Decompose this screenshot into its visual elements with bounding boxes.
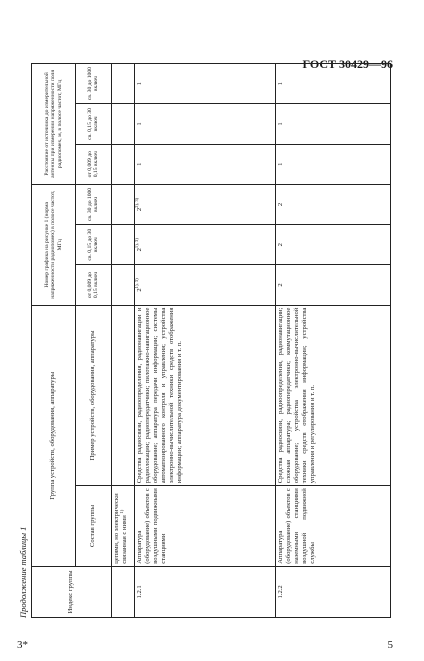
header-distance: Расстояние от источника до измерительной антенны при измерении напряженности поля радиопомех, м, в полосе частот, МГц bbox=[32, 64, 76, 185]
row-composition: Аппаратура (оборудование) объектов с воздушными подвижными станциями bbox=[134, 486, 275, 567]
header-example: Пример устройств, оборудования, аппаратуры bbox=[75, 305, 111, 486]
row-example: Средства радиосвязи, радиоопределения, радионавигации и радиолокации; радиопередатчики; пилотажно-навигационное оборудование; аппаратура передачи информации; системы автоматизированного контроля и управления; устройства электронно-вычислительной техники средств отображения информации; аппаратура документирования и т. п. bbox=[134, 305, 275, 486]
continuation-empty-3 bbox=[111, 225, 134, 265]
rotated-table-page bbox=[18, 63, 393, 618]
header-graph-sub-3: св. 30 до 1000 включ bbox=[75, 184, 111, 224]
header-composition: Состав группы bbox=[75, 486, 111, 567]
row-distance-3: 1 bbox=[275, 64, 390, 104]
header-graph-sub-2: св. 0,15 до 30 включ bbox=[75, 225, 111, 265]
group-table bbox=[31, 63, 391, 618]
row-distance-2: 1 bbox=[275, 104, 390, 144]
row-distance-1: 1 bbox=[275, 144, 390, 184]
header-graph-number: Номер графика на рисунке 1 (норма напряженности радиопомех) в полосе частот, МГц bbox=[32, 184, 76, 305]
row-index: 1.2.1 bbox=[134, 566, 275, 617]
header-distance-sub-3: св. 30 до 1000 включ bbox=[75, 64, 111, 104]
continuation-empty-7 bbox=[111, 64, 134, 104]
header-distance-sub-1: от 0,009 до 0,15 включ bbox=[75, 144, 111, 184]
continuation-index-cell bbox=[111, 566, 134, 617]
row-graph-2: 2 bbox=[275, 225, 390, 265]
continuation-empty-1 bbox=[111, 305, 134, 486]
header-group: Группа устройств, оборудования, аппаратуры bbox=[32, 305, 76, 566]
continuation-empty-2 bbox=[111, 265, 134, 305]
row-distance-1: 1 bbox=[134, 144, 275, 184]
header-index: Индекс группы bbox=[32, 566, 112, 617]
row-graph-2: $2^{1), 3)}$ bbox=[134, 225, 275, 265]
row-graph-3: $2^{2), 3)}$ bbox=[134, 184, 275, 224]
row-distance-3: 1 bbox=[134, 64, 275, 104]
table-row bbox=[134, 64, 275, 618]
row-example: Средства радиосвязи, радиоопределения, радионавигации; сложная аппаратура; радиопередатчики; коммутационное оборудование; устройства электронно-вычислительной техники средств отображения информации; устройства управления и регулирования и т. п. bbox=[275, 305, 390, 486]
continuation-empty-4 bbox=[111, 184, 134, 224]
continuation-text: цепями, но электрически связанная с ними $^{1)}$ bbox=[111, 486, 134, 567]
row-composition: Аппаратура (оборудование) объектов с наземными станциями воздушной подвижной службы bbox=[275, 486, 390, 567]
continuation-empty-6 bbox=[111, 104, 134, 144]
standard-code: ГОСТ 30429—96 bbox=[302, 57, 393, 71]
row-graph-3: 2 bbox=[275, 184, 390, 224]
row-graph-1: 2 bbox=[275, 265, 390, 305]
header-distance-sub-2: св. 0,15 до 30 включ bbox=[75, 104, 111, 144]
table-caption: Продолжение таблицы 1 bbox=[18, 526, 28, 618]
row-graph-1: $2^{1), 3)}$ bbox=[134, 265, 275, 305]
row-distance-2: 1 bbox=[134, 104, 275, 144]
table-row bbox=[275, 64, 390, 618]
header-graph-sub-1: от 0,009 до 0,15 включ bbox=[75, 265, 111, 305]
continuation-empty-5 bbox=[111, 144, 134, 184]
row-index: 1.2.2 bbox=[275, 566, 390, 617]
page-number-right: 5 bbox=[387, 639, 393, 651]
page-number-left: 3* bbox=[17, 639, 28, 651]
